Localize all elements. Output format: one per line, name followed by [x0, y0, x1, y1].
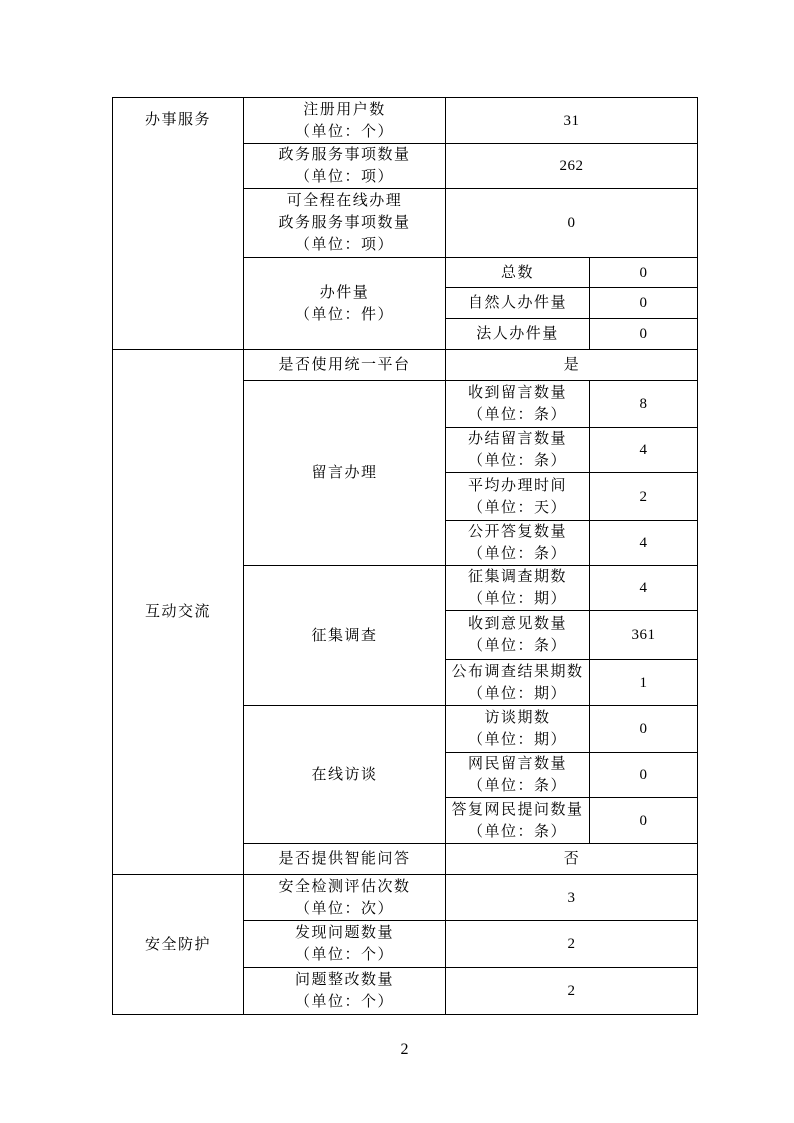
- submetric-value: 4: [590, 428, 698, 473]
- submetric-label: 平均办理时间: [467, 477, 567, 494]
- submetric-value: 0: [590, 288, 698, 319]
- submetric-unit: （单位：条）: [467, 546, 567, 562]
- metric-cell: [244, 968, 446, 1015]
- metric-label: 注册用户数: [303, 101, 386, 118]
- section-cell-hudong: [113, 350, 244, 875]
- metric-cell: [244, 875, 446, 921]
- submetric-value: 4: [590, 521, 698, 566]
- submetric-unit: （单位：期）: [467, 591, 567, 607]
- submetric-unit: （单位：条）: [467, 407, 567, 423]
- submetric-value: 0: [590, 319, 698, 350]
- metric-label: 在线访谈: [311, 766, 378, 783]
- submetric-value: 0: [590, 798, 698, 844]
- metric-value: 2: [446, 968, 698, 1015]
- metric-unit: （单位：次）: [294, 900, 394, 917]
- submetric-unit: （单位：条）: [467, 778, 567, 794]
- submetric-label: 法人办件量: [446, 319, 590, 350]
- submetric-unit: （单位：条）: [467, 823, 567, 840]
- table-row: [113, 875, 698, 921]
- metric-label: 发现问题数量: [294, 925, 394, 941]
- submetric-unit: （单位：条）: [467, 638, 567, 654]
- metric-unit: （单位：个）: [294, 947, 394, 963]
- metric-label: 留言办理: [311, 465, 378, 481]
- metric-group-cell: [244, 566, 446, 706]
- metric-label: 政务服务事项数量: [278, 147, 411, 163]
- submetric-label: 收到意见数量: [467, 616, 567, 632]
- submetric-label: 答复网民提问数量: [451, 801, 584, 818]
- submetric-value: 1: [590, 660, 698, 706]
- section-cell-banshi: [113, 98, 244, 350]
- page-number: 2: [400, 1041, 409, 1058]
- submetric-value: 8: [590, 381, 698, 428]
- submetric-label: 网民留言数量: [467, 756, 567, 772]
- submetric-label-cell: [446, 473, 590, 521]
- statistics-table: [112, 97, 698, 1015]
- submetric-label-cell: [446, 611, 590, 660]
- submetric-label-cell: [446, 381, 590, 428]
- submetric-label: 征集调查期数: [467, 569, 567, 585]
- metric-group-cell: [244, 258, 446, 350]
- metric-cell: [244, 189, 446, 258]
- section-cell-anquan: [113, 875, 244, 1015]
- metric-value: 262: [446, 144, 698, 189]
- section-title: 互动交流: [144, 604, 211, 620]
- metric-value: 0: [446, 189, 698, 258]
- table-row: [113, 350, 698, 381]
- submetric-label: 公布调查结果期数: [451, 663, 584, 680]
- submetric-label: 公开答复数量: [467, 524, 567, 540]
- submetric-label-cell: [446, 521, 590, 566]
- submetric-value: 0: [590, 753, 698, 798]
- submetric-label: 收到留言数量: [467, 385, 567, 401]
- metric-label: 是否使用统一平台: [278, 357, 411, 373]
- metric-cell: [244, 144, 446, 189]
- submetric-label-cell: [446, 706, 590, 753]
- metric-cell: [244, 350, 446, 381]
- metric-unit: （单位：项）: [294, 237, 394, 253]
- metric-label: 安全检测评估次数: [278, 878, 411, 895]
- submetric-value: 4: [590, 566, 698, 611]
- section-title: 办事服务: [144, 112, 211, 128]
- metric-unit: （单位：件）: [294, 306, 394, 323]
- submetric-label-cell: [446, 428, 590, 473]
- metric-cell: [244, 921, 446, 968]
- metric-group-cell: [244, 381, 446, 566]
- metric-label: 问题整改数量: [294, 972, 394, 988]
- submetric-label: 访谈期数: [484, 710, 551, 726]
- submetric-label: 办结留言数量: [467, 431, 567, 447]
- section-title: 安全防护: [144, 936, 211, 953]
- metric-group-cell: [244, 706, 446, 844]
- metric-label: 政务服务事项数量: [278, 215, 411, 231]
- metric-unit: （单位：个）: [294, 994, 394, 1010]
- submetric-unit: （单位：天）: [467, 499, 567, 516]
- metric-unit: （单位：项）: [294, 169, 394, 185]
- metric-label: 征集调查: [311, 627, 378, 644]
- submetric-value: 0: [590, 706, 698, 753]
- submetric-label: 总数: [446, 258, 590, 288]
- submetric-value: 2: [590, 473, 698, 521]
- submetric-unit: （单位：期）: [467, 685, 567, 702]
- metric-cell: [244, 98, 446, 144]
- metric-value: 是: [446, 350, 698, 381]
- submetric-label-cell: [446, 798, 590, 844]
- metric-label: 可全程在线办理: [286, 193, 403, 209]
- submetric-label-cell: [446, 753, 590, 798]
- metric-value: 31: [446, 98, 698, 144]
- submetric-value: 361: [590, 611, 698, 660]
- submetric-value: 0: [590, 258, 698, 288]
- submetric-unit: （单位：条）: [467, 453, 567, 469]
- metric-value: 2: [446, 921, 698, 968]
- table-row: [113, 98, 698, 144]
- submetric-label: 自然人办件量: [446, 288, 590, 319]
- submetric-label-cell: [446, 660, 590, 706]
- metric-label: 是否提供智能问答: [278, 851, 411, 867]
- submetric-unit: （单位：期）: [467, 732, 567, 748]
- metric-unit: （单位：个）: [294, 123, 394, 140]
- metric-label: 办件量: [319, 284, 370, 301]
- submetric-label-cell: [446, 566, 590, 611]
- metric-value: 3: [446, 875, 698, 921]
- metric-cell: [244, 844, 446, 875]
- metric-value: 否: [446, 844, 698, 875]
